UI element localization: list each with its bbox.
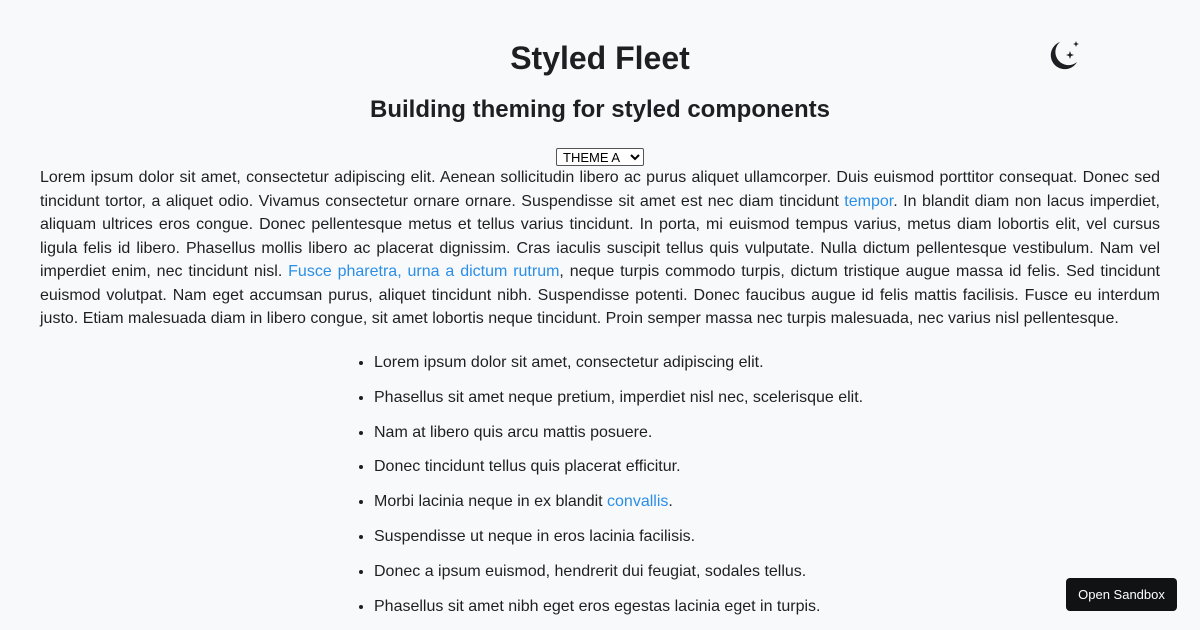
body-paragraph xyxy=(40,166,1160,331)
paragraph-text: . In blandit diam non lacus imperdiet, aliquam ultrices eros congue. Donec pellentesque metus et tellus varius tincidunt. In porta, mi euismod tempus varius, metus diam lobortis elit, vel cursus ligula felis id libero. Phasellus mollis libero ac placerat dignissim. Cras iaculis suscipit tellus quis vulputate. Nulla dictum pellentesque vestibulum. Nam vel imperdiet enim, nec tincidunt nisl. xyxy=(40,192,1161,280)
convallis-link[interactable]: convallis xyxy=(607,493,669,511)
fusce-link[interactable]: Fusce pharetra, urna a dictum rutrum xyxy=(288,263,560,280)
page-subtitle: Building theming for styled components xyxy=(369,96,830,123)
list-item: • Nam at libero quis arcu mattis posuere. xyxy=(374,421,863,445)
list-item xyxy=(374,490,863,514)
list-item: • Phasellus sit amet neque pretium, imperdiet nisl nec, scelerisque elit. xyxy=(374,386,863,410)
theme-select[interactable] xyxy=(556,148,644,166)
bullet-list xyxy=(334,351,863,629)
list-item: • Suspendisse ut neque in eros lacinia facilisis. xyxy=(374,525,863,549)
list-item: • Donec a ipsum euismod, hendrerit dui feugiat, sodales tellus. xyxy=(374,560,863,584)
tempor-link[interactable]: tempor xyxy=(844,192,894,210)
paragraph-text: Lorem ipsum dolor sit amet, consectetur adipiscing elit. Aenean sollicitudin libero ac purus aliquet ullamcorper. Duis euismod porttitor consequat. Donec sed tincidunt tortor, a aliquet odio. Vivamus consectetur ornare ornare. Suspendisse sit amet est nec diam tincidunt xyxy=(40,169,1160,210)
list-item-text: Morbi lacinia neque in ex blandit xyxy=(374,493,608,511)
theme-toggle-button[interactable] xyxy=(1046,38,1082,74)
open-sandbox-button[interactable]: Open Sandbox xyxy=(1066,578,1177,611)
paragraph-text: , neque turpis commodo turpis, dictum tristique augue massa id felis. Sed tincidunt euismod volutpat. Nam eget accumsan purus, aliquet tincidunt nibh. Suspendisse potenti. Donec faucibus augue id felis mattis facilisis. Fusce eu interdum justo. Etiam malesuada diam in libero congue, sit amet lobortis neque tincidunt. Proin semper massa nec turpis malesuada, nec varius nisl pellentesque. xyxy=(40,263,1161,327)
moon-stars-icon xyxy=(1046,38,1082,74)
list-item: • Phasellus sit amet nibh eget eros egestas lacinia eget in turpis. xyxy=(374,595,863,619)
list-item: • Lorem ipsum dolor sit amet, consectetur adipiscing elit. xyxy=(374,351,863,375)
page-title: Styled Fleet xyxy=(510,40,690,76)
list-item-text: . xyxy=(668,493,673,511)
list-item: • Donec tincidunt tellus quis placerat efficitur. xyxy=(374,455,863,479)
